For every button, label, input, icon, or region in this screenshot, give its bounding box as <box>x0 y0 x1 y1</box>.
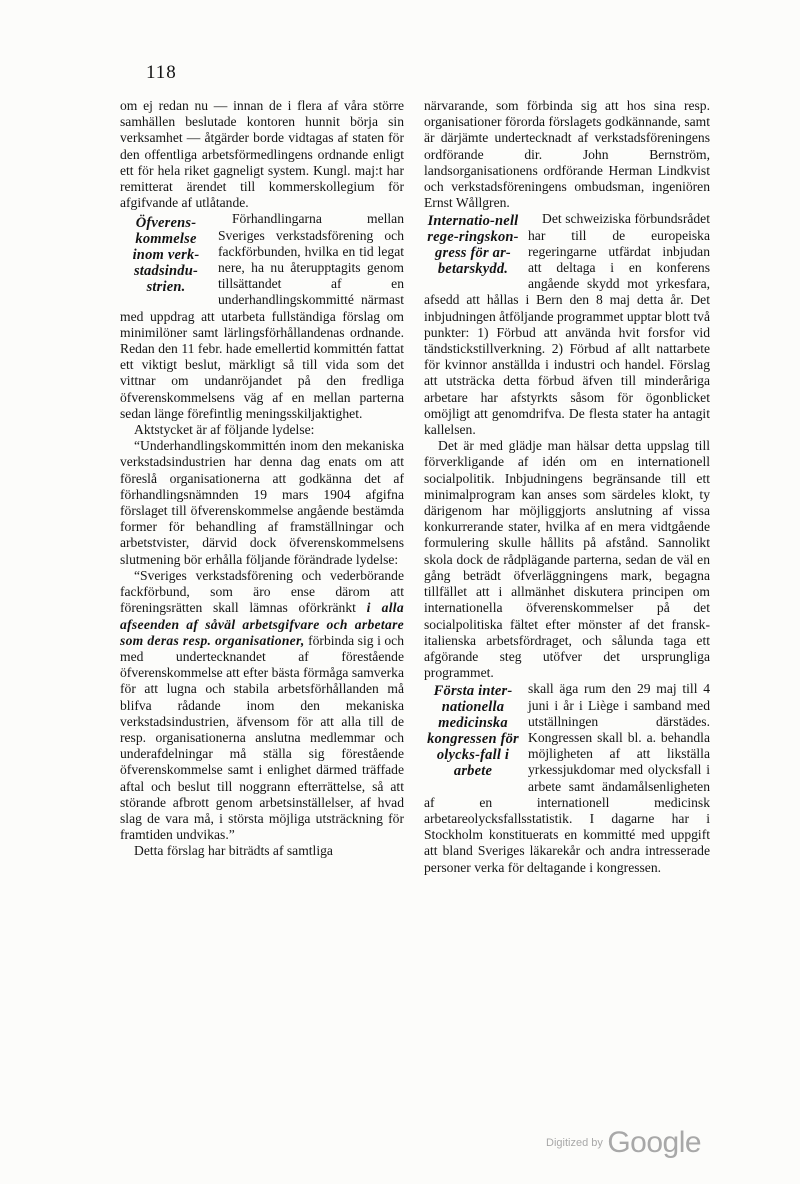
paragraph-forhandlingarna: Förhandlingarna mellan Sveriges verkstadsförening och fackförbunden, hvilka en tid legat nere, ha nu återupptagits genom tillsättandet af en underhandlingskommitté närmast med uppdrag att utarbeta fullständiga förslag om minimilöner samt lärlingsförhållandenas ordnande. Redan den 11 febr. hade emellertid kommittén fattat ett viktigt beslut, märkligt så till vida som det vittnar om undanröjandet på den fredliga öfverenskommelsens väg af en mellan parterna sedan länge förefintlig meningsskiljaktighet. <box>120 211 404 421</box>
page-number: 118 <box>146 62 177 83</box>
margin-note-arbetarskydd: Internatio-nell rege-ringskon-gress för ar-betarskydd. <box>427 213 519 278</box>
paragraph-aktstycket: Aktstycket är af följande lydelse: <box>134 422 315 438</box>
watermark-prefix: Digitized by <box>546 1137 603 1149</box>
margin-note-ofverenskommelse: Öfverens-kommelse inom verk-stadsindu-strien. <box>132 215 200 296</box>
right-column <box>424 98 710 876</box>
paragraph-gladje: Det är med glädje man hälsar detta uppslag till förverkligande af idén om en internationell socialpolitik. Inbjudningens begränsande till ett minimalprogram kan anses som särdeles klokt, ty därigenom har möjliggjorts anslutning af vissa konkurrerande stater, hvilka af en mera vidtgående formulering skulle hållits på afstånd. Sannolikt skola dock de rådplägande parterna, sedan de väl en gång beträdt öfverläggningens mark, begagna tillfället att i allmänhet diskutera principen om internationella öfverenskommelser på det socialpolitiska fältet efter mönster af det fransk-italienska arbetsfördraget, och sålunda taga ett afgörande steg utöfver det ursprungliga programmet. <box>424 438 710 681</box>
google-watermark <box>546 1126 701 1160</box>
paragraph-schweiziska: Det schweiziska förbundsrådet har till de europeiska regeringarne utfärdat inbjudan att deltaga i en konferens angående skydd mot yrkesfara, afsedd att hållas i Bern den 8 maj detta år. Det inbjudningen åtföljande programmet upptar blott två punkter: 1) Förbud att använda hvit forsfor vid tändstickstillverkning. 2) Förbud af allt nattarbete för kvinnor anställda i industri och handel. Förslag att utsträcka detta förbud äfven till minderåriga arbetare har afstyrkts såsom för ögonblicket omöjligt att genomdrifva. De flesta stater ha antagit kallelsen. <box>424 211 710 438</box>
left-column <box>120 98 404 860</box>
quote-emphasis: i alla afseenden af såväl arbetsgifvare och arbetare som deras resp. organisationer, <box>120 600 404 648</box>
quote-text-start: “Sveriges verkstadsförening och vederbörande fackförbund, som äro ense därom att föreningsrätten skall lämnas oförkränkt <box>120 567 404 616</box>
quote-text-end: förbinda sig i och med undertecknandet af förestående öfverenskommelse att efter bästa förmåga samverka för att lugna och stabila arbetsförhållanden må blifva rådande inom den mekaniska verkstadsindustrien, äfvensom för att alla till de resp. organisationerna anslutna medlemmar och underafdelningar må ställa sig förestående öfverenskommelse samt i enlighet därmed träffade aftal och beslut till noggrann efterrättelse, så att störande afbrott genom arbetsinställelser, af hvad slag de vara må, i största möjliga utsträckning för framtiden undvikas.” <box>120 632 404 843</box>
margin-note-kongress: Första inter-nationella medicinska kongressen för olycks-fall i arbete <box>427 683 519 780</box>
paragraph-kongressen: skall äga rum den 29 maj till 4 juni i år i Liège i samband med utställningen därstädes. Kongressen skall bl. a. behandla möjligheten af att likställa yrkessjukdomar med olycksfall i arbete samt ändamålsenligheten af en internationell medicinsk arbetareolycksfallsstatistik. I dagarne har i Stockholm konstituerats en kommitté med uppgift att bland Sveriges läkarekår och andra intresserade personer verka för deltagande i kongressen. <box>424 681 710 875</box>
google-logo: Google <box>607 1126 702 1159</box>
paragraph-detta-forslag: Detta förslag har biträdts af samtliga <box>134 843 333 859</box>
paragraph-arbetsformedling: om ej redan nu — innan de i flera af våra större samhällen beslutade kontoren hunnit börja sin verksamhet — åtgärder borde vidtagas af staten för den offentliga arbetsförmedlingens ordnande enligt ett för hela riket gagneligt system. Kungl. maj:t har remitterat ärendet till kommerskollegium för afgifvande af utlåtande. <box>120 98 404 211</box>
paragraph-quote-kommitten: “Underhandlingskommittén inom den mekaniska verkstadsindustrien har denna dag enats om att föreslå organisationerna att godkänna det af förhandlingsnämnden 19 mars 1904 afgifna förslaget till öfverenskommelse angående bestämda former för behandling af framställningar och arbetstvister, därvid dock öfverenskommelsens slutmening bör erhålla följande förändrade lydelse: <box>120 438 404 567</box>
paragraph-quote-sveriges <box>120 568 404 843</box>
paragraph-narvarande: närvarande, som förbinda sig att hos sina resp. organisationer förorda förslagets godkännande, samt är därjämte undertecknadt af verkstadsföreningens ordförande dir. John Bernström, landsorganisationens ordförande Herman Lindkvist och verkstadsföreningens ombudsman, ingeniören Ernst Wållgren. <box>424 98 710 211</box>
